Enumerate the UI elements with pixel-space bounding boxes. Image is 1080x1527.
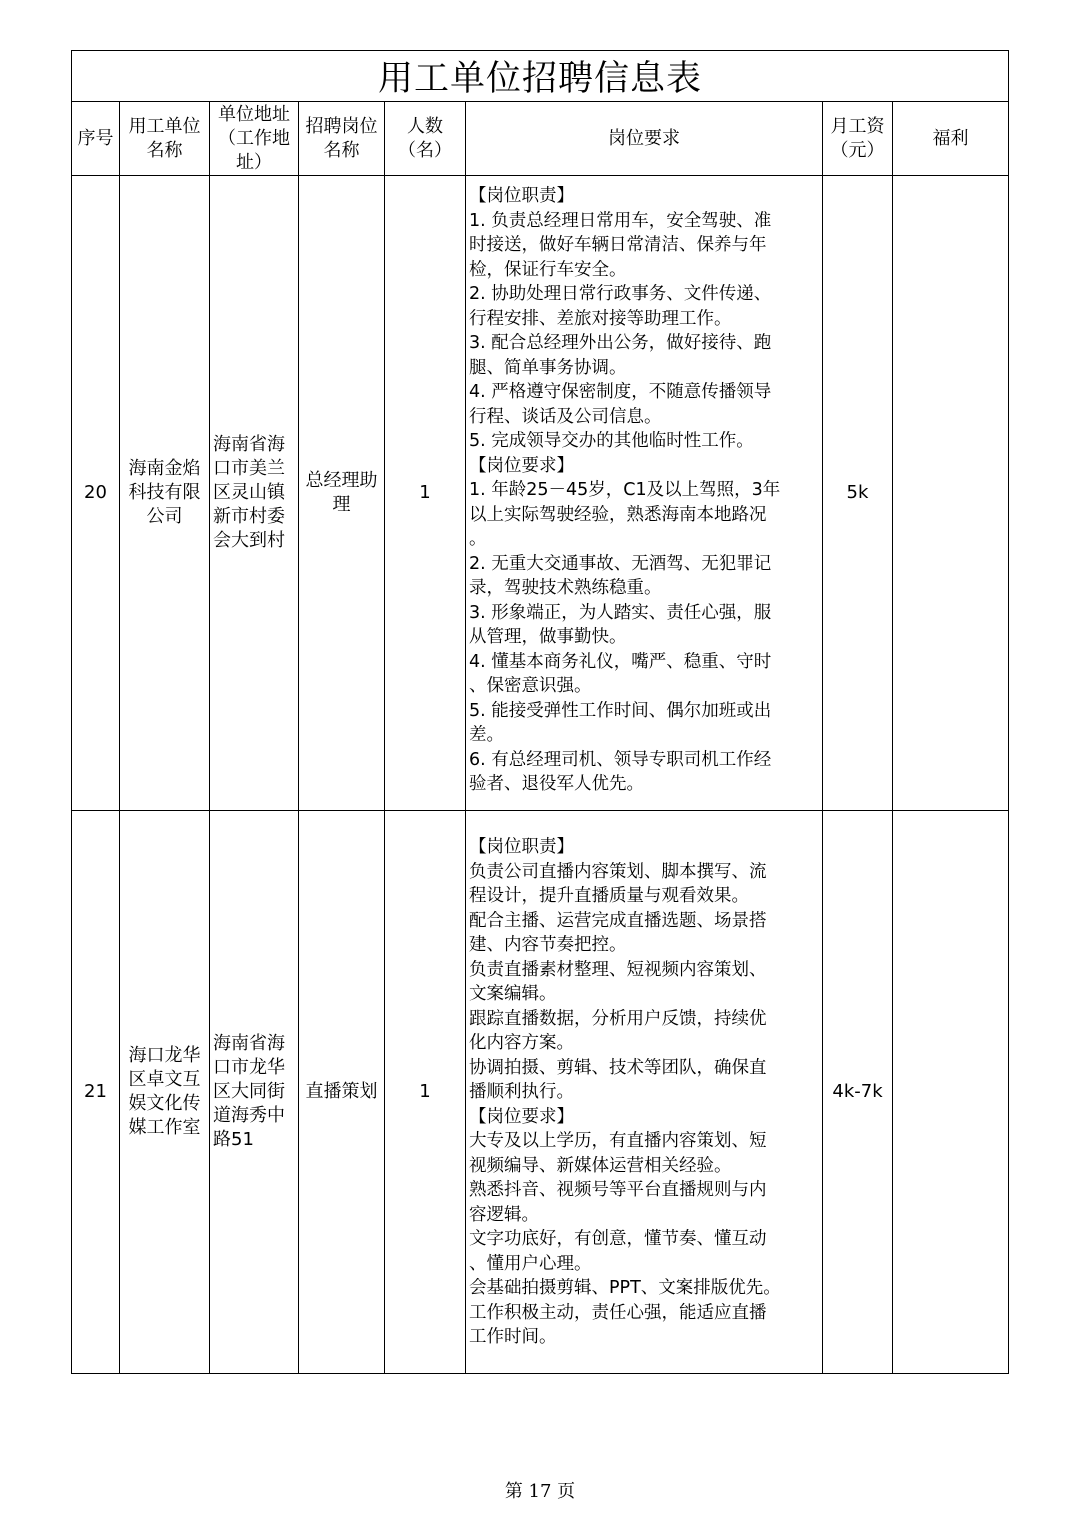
page-number: 第 17 页 bbox=[504, 1481, 576, 1502]
requirement-line: 工作积极主动，责任心强，能适应直播 bbox=[469, 1302, 767, 1323]
requirements-list bbox=[466, 811, 822, 1350]
requirement-line: 文字功底好，有创意，懂节奏、懂互动 bbox=[469, 1229, 767, 1249]
requirement-line: 协调拍摄、剪辑、技术等团队，确保直 bbox=[469, 1057, 767, 1078]
requirement-line: 行程、谈话及公司信息。 bbox=[469, 406, 662, 427]
requirement-line: 2. 无重大交通事故、无酒驾、无犯罪记 bbox=[469, 553, 772, 574]
address-cell: 海南省海口市美兰区灵山镇新市村委会大到村 bbox=[210, 176, 299, 811]
table-row bbox=[72, 811, 1009, 1374]
company-cell: 海口龙华区卓文互娱文化传媒工作室 bbox=[120, 811, 210, 1374]
requirement-line: 4. 懂基本商务礼仪，嘴严、稳重、守时 bbox=[469, 651, 772, 672]
recruitment-table bbox=[71, 50, 1009, 1374]
requirement-line: 播顺利执行。 bbox=[469, 1082, 574, 1102]
requirement-line: 行程安排、差旅对接等助理工作。 bbox=[469, 308, 732, 329]
requirement-line: 容逻辑。 bbox=[469, 1204, 539, 1225]
requirement-line: 时接送，做好车辆日常清洁、保养与年 bbox=[469, 235, 767, 255]
header-salary: 月工资（元） bbox=[823, 102, 893, 176]
requirement-line: 会基础拍摄剪辑、PPT、文案排版优先。 bbox=[469, 1278, 781, 1298]
requirement-line: 1. 年龄25－45岁，C1及以上驾照，3年 bbox=[469, 480, 781, 500]
requirements-list bbox=[466, 176, 822, 797]
requirement-line: 建、内容节奏把控。 bbox=[469, 935, 627, 955]
requirements-cell bbox=[466, 176, 823, 811]
seq-cell: 20 bbox=[72, 176, 120, 811]
requirement-line: 5. 能接受弹性工作时间、偶尔加班或出 bbox=[469, 700, 772, 721]
header-requirements: 岗位要求 bbox=[466, 102, 823, 176]
seq-cell: 21 bbox=[72, 811, 120, 1374]
position-cell: 直播策划 bbox=[299, 811, 385, 1374]
requirement-line: 负责直播素材整理、短视频内容策划、 bbox=[469, 959, 767, 980]
requirement-line: 检，保证行车安全。 bbox=[469, 259, 627, 280]
header-row bbox=[72, 102, 1009, 176]
requirement-line: 以上实际驾驶经验，熟悉海南本地路况 bbox=[469, 504, 767, 525]
requirement-line: 。 bbox=[469, 529, 487, 549]
count-cell: 1 bbox=[385, 176, 466, 811]
requirement-line: 配合主播、运营完成直播选题、场景搭 bbox=[469, 910, 767, 931]
header-benefits: 福利 bbox=[893, 102, 1009, 176]
header-seq: 序号 bbox=[72, 102, 120, 176]
requirement-line: 1. 负责总经理日常用车，安全驾驶、准 bbox=[469, 210, 772, 231]
requirement-line: 工作时间。 bbox=[469, 1327, 557, 1347]
header-address: 单位地址（工作地址） bbox=[210, 102, 299, 176]
benefits-cell bbox=[893, 811, 1009, 1374]
requirement-line: 3. 配合总经理外出公务，做好接待、跑 bbox=[469, 333, 772, 353]
requirement-line: 从管理，做事勤快。 bbox=[469, 627, 627, 647]
requirement-line: 差。 bbox=[469, 725, 504, 745]
header-count: 人数（名） bbox=[385, 102, 466, 176]
benefits-cell bbox=[893, 176, 1009, 811]
requirement-line: 大专及以上学历，有直播内容策划、短 bbox=[469, 1131, 767, 1151]
requirement-line: 3. 形象端正，为人踏实、责任心强，服 bbox=[469, 602, 772, 623]
company-cell: 海南金焰科技有限公司 bbox=[120, 176, 210, 811]
requirement-line: 程设计，提升直播质量与观看效果。 bbox=[469, 886, 749, 906]
header-position: 招聘岗位名称 bbox=[299, 102, 385, 176]
address-cell: 海南省海口市龙华区大同街道海秀中路51 bbox=[210, 811, 299, 1374]
requirement-line: 、保密意识强。 bbox=[469, 676, 592, 696]
requirements-cell bbox=[466, 811, 823, 1374]
requirement-line: 视频编导、新媒体运营相关经验。 bbox=[469, 1155, 732, 1176]
requirement-line: 熟悉抖音、视频号等平台直播规则与内 bbox=[469, 1180, 767, 1200]
requirement-line: 4. 严格遵守保密制度，不随意传播领导 bbox=[469, 382, 772, 402]
requirement-line: 【岗位职责】 bbox=[469, 186, 574, 206]
requirement-line: 验者、退役军人优先。 bbox=[469, 774, 644, 794]
requirement-line: 文案编辑。 bbox=[469, 984, 557, 1004]
salary-cell: 5k bbox=[823, 176, 893, 811]
table-row bbox=[72, 176, 1009, 811]
requirement-line: 负责公司直播内容策划、脚本撰写、流 bbox=[469, 861, 767, 882]
requirement-line: 录，驾驶技术熟练稳重。 bbox=[469, 578, 662, 598]
requirement-line: 跟踪直播数据，分析用户反馈，持续优 bbox=[469, 1008, 767, 1029]
requirement-line: 【岗位要求】 bbox=[469, 1106, 574, 1127]
requirement-line: 、懂用户心理。 bbox=[469, 1253, 592, 1274]
position-cell: 总经理助理 bbox=[299, 176, 385, 811]
count-cell: 1 bbox=[385, 811, 466, 1374]
table-title: 用工单位招聘信息表 bbox=[72, 51, 1009, 102]
requirement-line: 2. 协助处理日常行政事务、文件传递、 bbox=[469, 284, 772, 304]
requirement-line: 腿、简单事务协调。 bbox=[469, 357, 627, 378]
requirement-line: 【岗位职责】 bbox=[469, 837, 574, 857]
requirement-line: 化内容方案。 bbox=[469, 1033, 574, 1053]
requirement-line: 【岗位要求】 bbox=[469, 455, 574, 476]
salary-cell: 4k-7k bbox=[823, 811, 893, 1374]
header-company: 用工单位名称 bbox=[120, 102, 210, 176]
requirement-line: 6. 有总经理司机、领导专职司机工作经 bbox=[469, 749, 772, 770]
requirement-line: 5. 完成领导交办的其他临时性工作。 bbox=[469, 431, 754, 451]
